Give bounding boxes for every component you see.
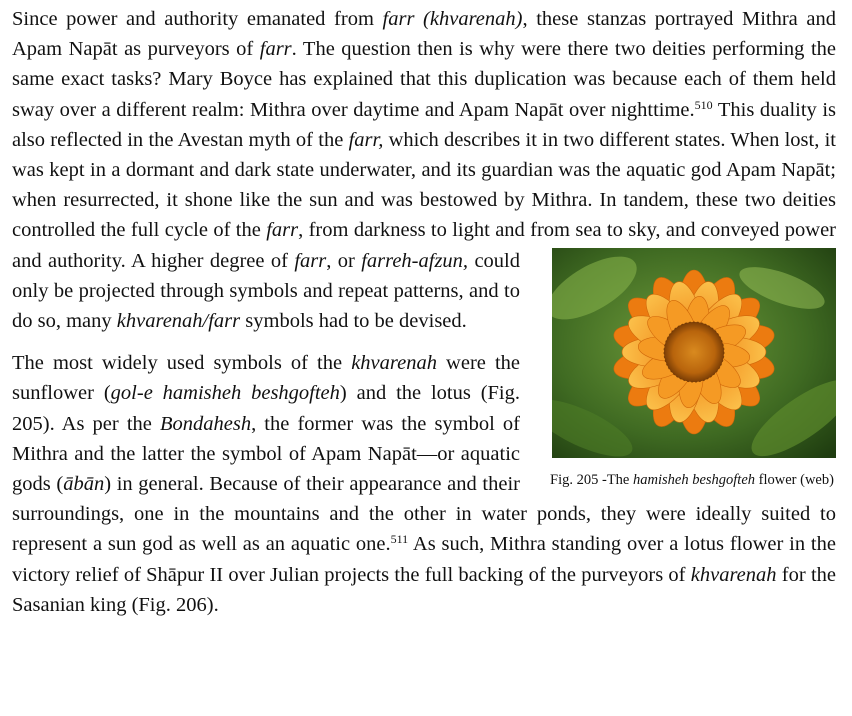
italic-term: farr (khvarenah): [382, 8, 523, 30]
italic-term: khvarenah/farr: [116, 310, 241, 333]
text-run: , the former was the symbol of Mithra and the latter the symbol of Apam Napāt—or aquatic gods (: [12, 412, 520, 496]
text-run: , or: [326, 249, 362, 272]
italic-term: farr: [294, 249, 327, 272]
italic-term: gol-e hamisheh beshgofteh: [110, 382, 340, 405]
text-run: for the Sasanian king (Fig. 206).: [12, 563, 836, 616]
text-run: Since power and authority emanated from: [12, 8, 383, 30]
italic-term: khvarenah: [690, 563, 777, 586]
page: [12, 4, 836, 620]
footnote-ref-510[interactable]: 510: [694, 97, 713, 112]
text-with-figure: [12, 4, 836, 620]
italic-term: khvarenah: [351, 352, 437, 375]
text-run: . The question then is why were there two deities performing the same exact tasks? Mary Boyce has explained that this duplication was because each of them held sway over a different realm: Mithra over daytime and Apam Napāt over nighttime.: [12, 38, 836, 121]
footnote-ref-511[interactable]: 511: [390, 532, 409, 547]
italic-term: farreh-afzun,: [361, 249, 469, 272]
italic-term: ābān: [63, 473, 105, 496]
italic-term: Bondahesh: [159, 412, 252, 435]
text-run: This duality is also reflected in the Avestan myth of the: [12, 98, 836, 151]
italic-term: farr: [259, 38, 292, 61]
caption-text: Fig. 205 -The: [550, 471, 633, 488]
figure-205: [548, 248, 836, 489]
text-run: ) in general. Because of their appearance and their surroundings, one in the mountains and the other in water ponds, they were ideally suited to represent a sun god as well as an aquatic one.: [12, 473, 836, 556]
text-run: were the sunflower (: [12, 352, 520, 405]
caption-italic: hamisheh beshgofteh: [633, 471, 756, 488]
text-run: , from darkness to light and from sea to sky, and conveyed power and authority. A higher degree of: [12, 219, 836, 272]
flower-image: [552, 248, 836, 458]
text-run: The most widely used symbols of the: [12, 352, 352, 375]
text-run: As such, Mithra standing over a lotus flower in the victory relief of Shāpur II over Julian projects the full backing of the purveyors of: [12, 533, 836, 586]
figure-caption: [548, 472, 836, 489]
text-run: symbols had to be devised.: [240, 310, 467, 333]
text-run: ) and the lotus (Fig. 205). As per the: [12, 382, 521, 435]
italic-term: farr: [266, 219, 299, 242]
italic-term: farr,: [348, 128, 384, 151]
caption-text: flower (web): [755, 471, 834, 488]
text-run: which describes it in two different states. When lost, it was kept in a dormant and dark state underwater, and its guardian was the aquatic god Apam Napāt; when resurrected, it shone like the sun and was bestowed by Mithra. In tandem, these two deities controlled the full cycle of the: [12, 128, 836, 242]
text-run: could only be projected through symbols and repeat patterns, and to do so, many: [12, 249, 520, 333]
text-run: , these stanzas portrayed Mithra and Apam Napāt as purveyors of: [12, 8, 836, 61]
